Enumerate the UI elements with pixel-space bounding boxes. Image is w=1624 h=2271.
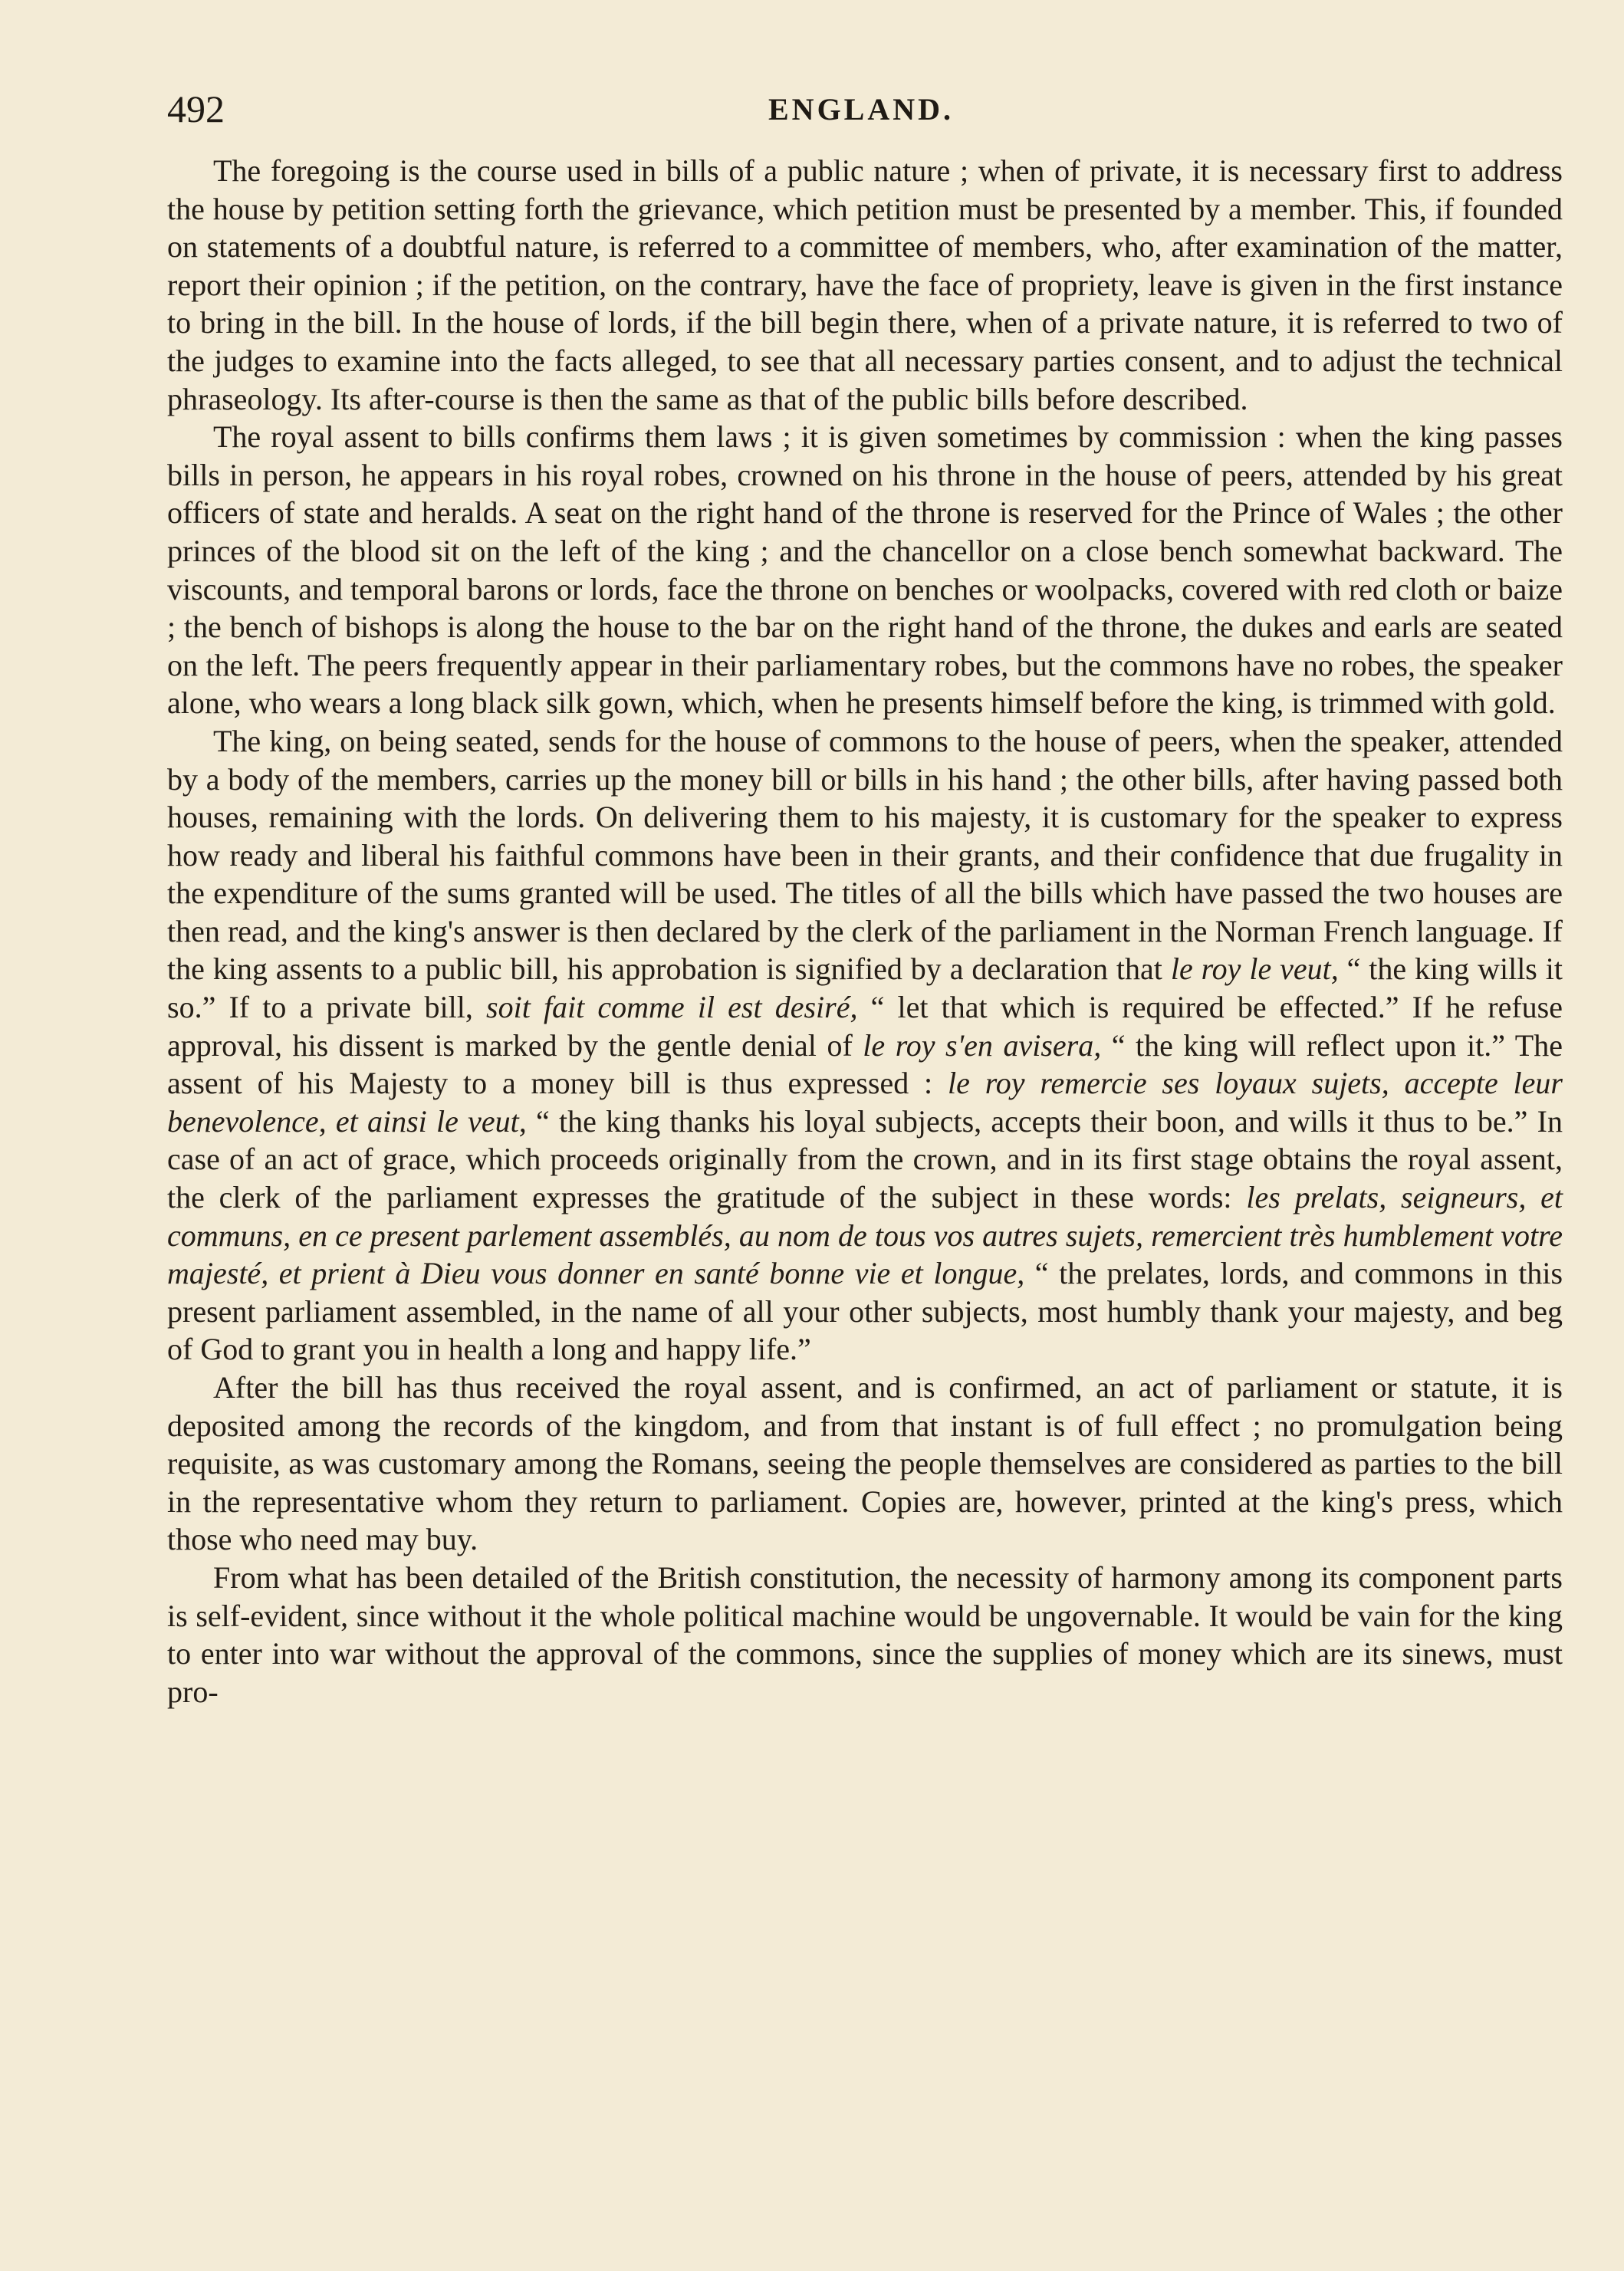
french-phrase: soit fait comme il est desiré, (486, 990, 858, 1025)
text-segment: “ let that which is required be effected.” If he refuse approval, his dissent is marked by the gentle denial of (167, 990, 1563, 1063)
text-segment: “ the prelates, lords, and commons in this present parliament assembled, in the name of all your other subjects, most humbly thank your majesty, and beg of God to grant you in health a long and happy life.” (167, 1256, 1563, 1367)
text-segment: “ the king wills it so.” If to a private bill, (167, 951, 1563, 1025)
text-segment: “ the king thanks his loyal subjects, accepts their boon, and wills it thus to be.” In case of an act of grace, which proceeds originally from the crown, and in its first stage obtains the royal assent, the clerk of the parliament expresses the gratitude of the subject in these words: (167, 1103, 1563, 1215)
page-header (167, 86, 1563, 140)
french-phrase: le roy remercie ses loyaux sujets, accepte leur benevolence, et ainsi le veut, (167, 1066, 1563, 1139)
french-phrase: le roy s'en avisera, (863, 1027, 1102, 1063)
french-phrase: le roy le veut, (1170, 951, 1339, 987)
paragraph-king-seated (167, 722, 1563, 1369)
paragraph-royal-assent (167, 418, 1563, 722)
french-phrase: les prelats, seigneurs, et communs, en ce present parlement assemblés, au nom de tous vos autres sujets, remercient très humblement votre majesté, et prient à Dieu vous donner en santé bonne vie et longue, (167, 1180, 1563, 1291)
paragraph-private-bills (167, 152, 1563, 418)
text-segment: After the bill has thus received the royal assent, and is confirmed, an act of parliament or statute, it is deposited among the records of the kingdom, and from that instant is of full effect ; no promulgation being requisite, as was customary among the Romans, seeing the people themselves are considered as parties to the bill in the representative whom they return to parliament. Copies are, however, printed at the king's press, which those who need may buy. (167, 1370, 1563, 1557)
text-segment: “ the king will reflect upon it.” The assent of his Majesty to a money bill is thus expressed : (167, 1027, 1563, 1101)
text-segment: The king, on being seated, sends for the house of commons to the house of peers, when the speaker, attended by a body of the members, carries up the money bill or bills in his hand ; the other bills, after having passed both houses, remaining with the lords. On delivering them to his majesty, it is customary for the speaker to express how ready and liberal his faithful commons have been in their grants, and their confidence that due frugality in the expenditure of the sums granted will be used. The titles of all the bills which have passed the two houses are then read, and the king's answer is then declared by the clerk of the parliament in the Norman French language. If the king assents to a public bill, his approbation is signified by a declaration that (167, 723, 1563, 987)
paragraph-harmony (167, 1559, 1563, 1711)
text-segment: The royal assent to bills confirms them laws ; it is given sometimes by commission : when the king passes bills in person, he appears in his royal robes, crowned on his throne in the house of peers, attended by his great officers of state and heralds. A seat on the right hand of the throne is reserved for the Prince of Wales ; the other princes of the blood sit on the left of the king ; and the chancellor on a close bench somewhat backward. The viscounts, and temporal barons or lords, face the throne on benches or woolpacks, covered with red cloth or baize ; the bench of bishops is along the house to the bar on the right hand of the throne, the dukes and earls are seated on the left. The peers frequently appear in their parliamentary robes, but the commons have no robes, the speaker alone, who wears a long black silk gown, which, when he presents himself before the king, is trimmed with gold. (167, 419, 1563, 721)
page-number: 492 (167, 87, 225, 130)
text-segment: From what has been detailed of the British constitution, the necessity of harmony among its component parts is self-evident, since without it the whole political machine would be ungovernable. It would be vain for the king to enter into war without the approval of the commons, since the supplies of money which are its sinews, must pro- (167, 1559, 1563, 1709)
text-segment: The foregoing is the course used in bills of a public nature ; when of private, it is necessary first to address the house by petition setting forth the grievance, which petition must be presented by a member. This, if founded on statements of a doubtful nature, is referred to a committee of members, who, after examination of the matter, report their opinion ; if the petition, on the contrary, have the face of propriety, leave is given in the first instance to bring in the bill. In the house of lords, if the bill begin there, when of a private nature, it is referred to two of the judges to examine into the facts alleged, to see that all necessary parties consent, and to adjust the technical phraseology. Its after-course is then the same as that of the public bills before described. (167, 153, 1563, 416)
body-text (167, 152, 1563, 1711)
running-head: ENGLAND. (768, 92, 955, 127)
paragraph-after-assent (167, 1369, 1563, 1559)
